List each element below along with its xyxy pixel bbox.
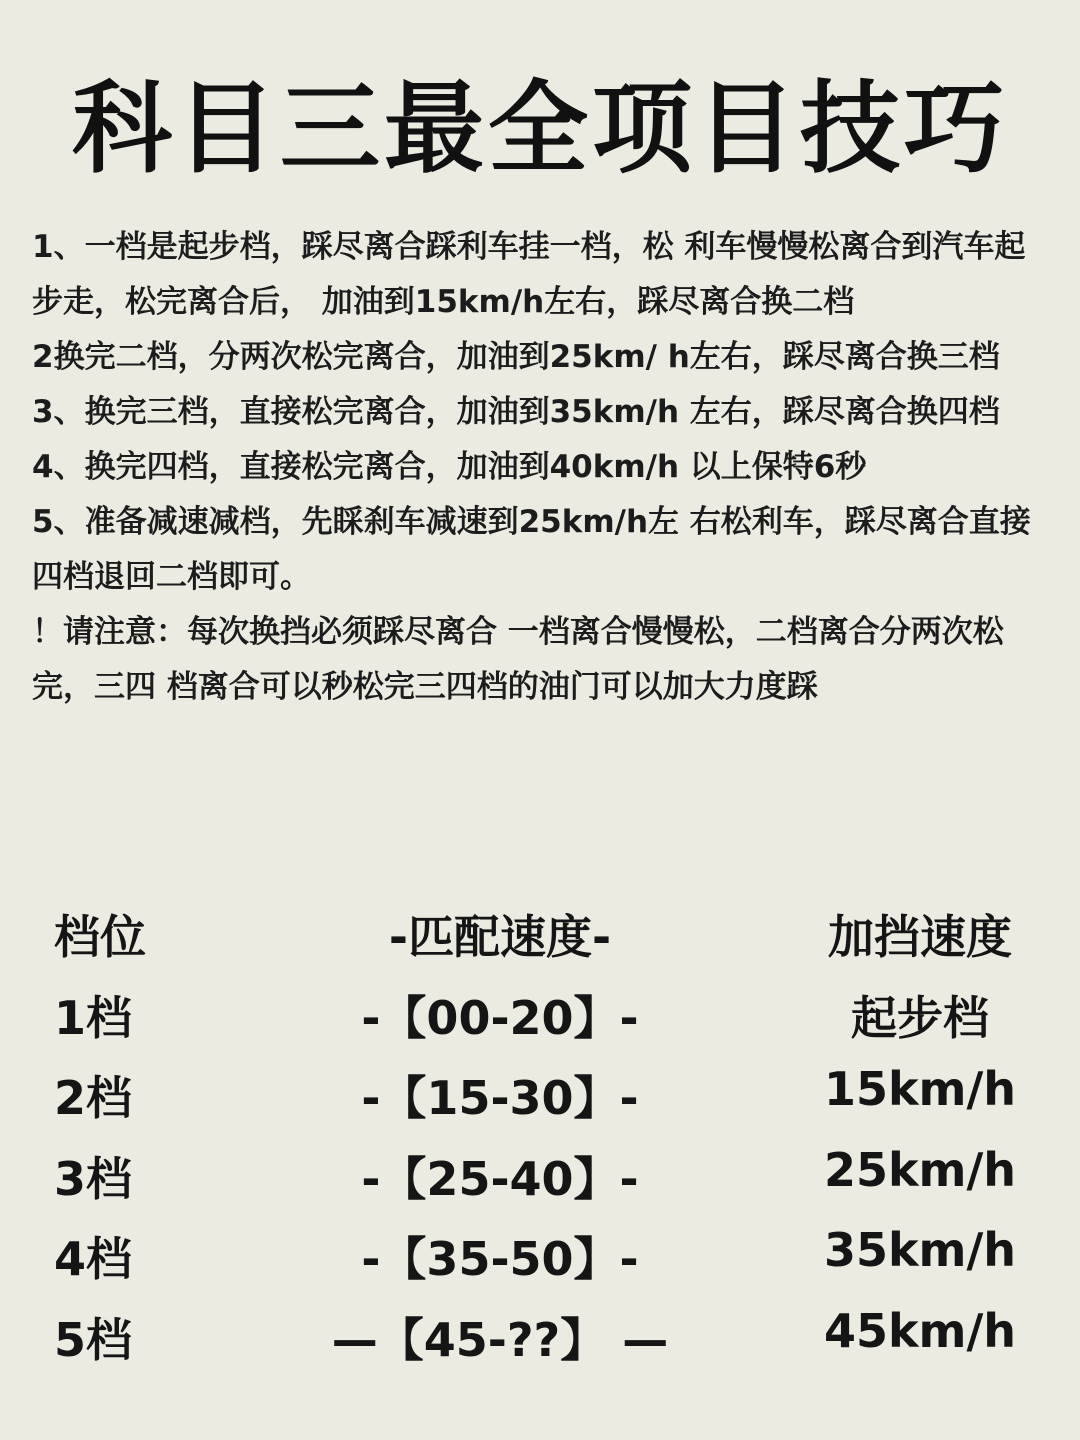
- gear-cell: 1档: [54, 990, 133, 1045]
- gear-cell: 4档: [54, 1232, 133, 1286]
- table-row: [0, 1135, 1080, 1216]
- page-title: 科目三最全项目技巧: [72, 70, 1008, 187]
- table-row: [0, 974, 1080, 1055]
- table-row: [0, 1296, 1080, 1377]
- tip-paragraph: 4、换完四档，直接松完离合，加油到40km/h 以上保特6秒: [32, 449, 867, 485]
- header-match-speed: -匹配速度-: [388, 910, 612, 964]
- tips-text: [32, 220, 1048, 715]
- header-shift-speed: 加挡速度: [828, 910, 1012, 964]
- match-speed-cell: —【45-??】 —: [331, 1312, 669, 1367]
- shift-speed-cell: 起步档: [851, 990, 989, 1045]
- gear-cell: 3档: [54, 1151, 133, 1206]
- shift-speed-cell: 15km/h: [823, 1062, 1017, 1116]
- tip-paragraph: 2换完二档，分两次松完离合，加油到25km/ h左右，踩尽离合换三档: [32, 339, 1000, 375]
- table-header-row: [0, 893, 1080, 974]
- tip-paragraph: 5、准备减速减档，先睬刹车减速到25km/h左 右松利车，踩尽离合直接四档退回二档即可。: [32, 504, 1031, 595]
- tip-paragraph: 3、换完三档，直接松完离合，加油到35km/h 左右，踩尽离合换四档: [32, 394, 1000, 430]
- tip-paragraph: 1、一档是起步档，踩尽离合踩利车挂一档，松 利车慢慢松离合到汽车起步走，松完离合后， 加油到15km/h左右，踩尽离合换二档: [32, 229, 1026, 320]
- header-gear: 档位: [54, 910, 146, 964]
- shift-speed-cell: 25km/h: [823, 1142, 1017, 1197]
- shift-speed-cell: 35km/h: [823, 1223, 1017, 1277]
- gear-cell: 5档: [54, 1312, 133, 1367]
- shift-speed-cell: 45km/h: [823, 1303, 1017, 1358]
- match-speed-cell: -【00-20】-: [361, 990, 639, 1045]
- match-speed-cell: -【15-30】-: [361, 1071, 639, 1125]
- gear-cell: 2档: [54, 1071, 133, 1125]
- table-row: [0, 1215, 1080, 1296]
- note-paragraph: ！请注意：每次换挡必须踩尽离合 一档离合慢慢松，二档离合分两次松完，三四 档离合可以秒松完三四档的油门可以加大力度踩: [32, 614, 1004, 705]
- table-row: [0, 1054, 1080, 1135]
- match-speed-cell: -【25-40】-: [361, 1151, 639, 1206]
- gear-speed-table: [0, 893, 1080, 1376]
- match-speed-cell: -【35-50】-: [361, 1232, 639, 1286]
